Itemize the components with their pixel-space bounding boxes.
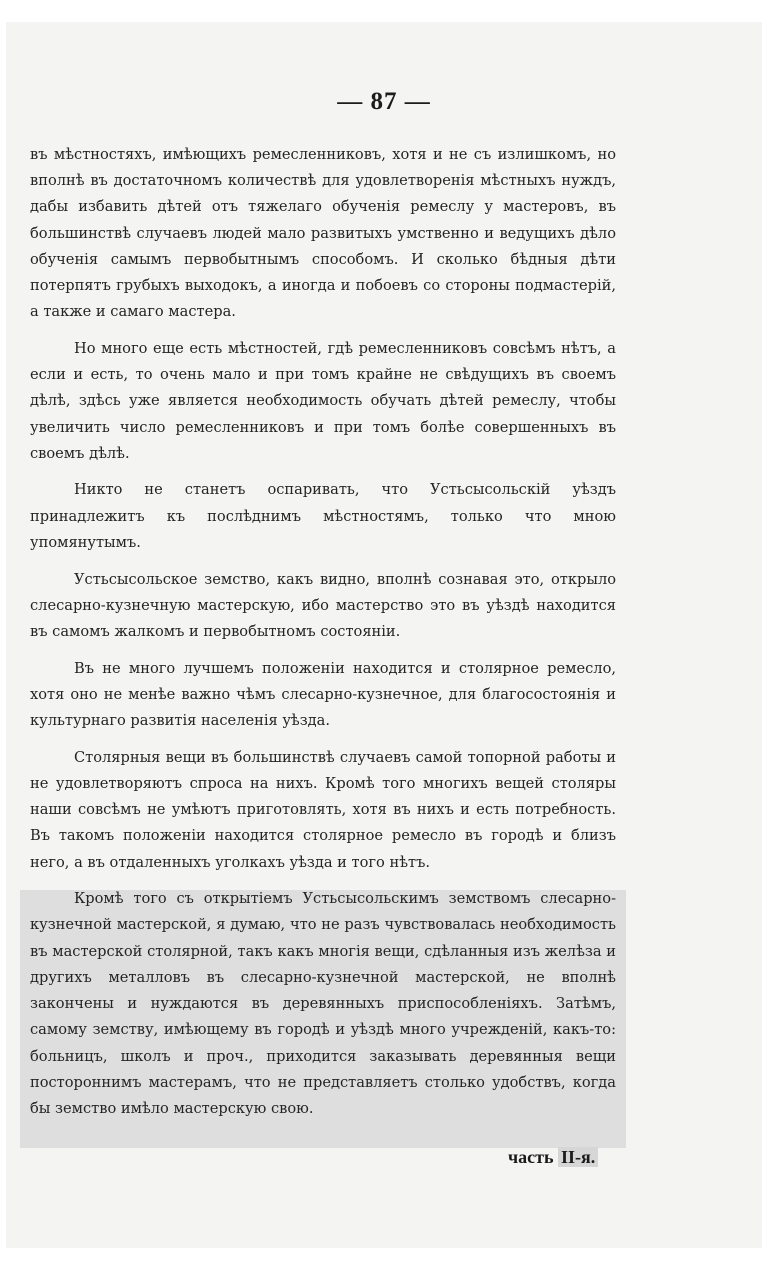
body-text bbox=[30, 142, 616, 1133]
paragraph-2: Но много еще есть мѣстностей, гдѣ ремесленниковъ совсѣмъ нѣтъ, а если и есть, то очень мало и при томъ крайне не свѣдущихъ въ своемъ дѣлѣ, здѣсь уже является необходимость обучать дѣтей ремеслу, чтобы увеличить число ремесленниковъ и при томъ болѣе совершенныхъ въ своемъ дѣлѣ. bbox=[30, 339, 616, 462]
paragraph-5: Въ не много лучшемъ положеніи находится и столярное ремесло, хотя оно не менѣе важно чѣмъ слесарно-кузнечное, для благосостоянія и культурнаго развитія населенія уѣзда. bbox=[30, 659, 616, 730]
signature-mark bbox=[508, 1147, 598, 1168]
paragraph-7: Кромѣ того съ открытіемъ Устьсысольскимъ земствомъ слесарно-кузнечной мастерской, я думаю, что не разъ чувствовалась необходимость въ мастерской столярной, такъ какъ многія вещи, сдѣланныя изъ желѣза и другихъ металловъ въ слесарно-кузнечной мастерской, не вполнѣ закончены и нуждаются въ деревянныхъ приспособленіяхъ. Затѣмъ, самому земству, имѣющему въ городѣ и уѣздѣ много учрежденій, какъ-то: больницъ, школъ и проч., приходится заказывать деревянныя вещи постороннимъ мастерамъ, что не представляетъ столько удобствъ, когда бы земство имѣло мастерскую свою. bbox=[30, 890, 616, 1117]
paragraph-3: Никто не станетъ оспаривать, что Устьсысольскій уѣздъ принадлежитъ къ послѣднимъ мѣстностямъ, только что мною упомянутымъ. bbox=[30, 481, 616, 551]
signature-number: II-я. bbox=[558, 1147, 598, 1167]
paragraph-4: Устьсысольское земство, какъ видно, вполнѣ сознавая это, открыло слесарно-кузнечную мастерскую, ибо мастерство это въ уѣздѣ находится въ самомъ жалкомъ и первобытномъ состояніи. bbox=[30, 570, 616, 640]
page-number: — 87 — bbox=[337, 88, 431, 115]
signature-word: часть bbox=[508, 1147, 554, 1167]
paragraph-6: Столярныя вещи въ большинствѣ случаевъ самой топорной работы и не удовлетворяютъ спроса на нихъ. Кромѣ того многихъ вещей столяры наши совсѣмъ не умѣютъ приготовлять, хотя въ нихъ и есть потребность. Въ такомъ положеніи находится столярное ремесло въ городѣ и близъ него, а въ отдаленныхъ уголкахъ уѣзда и того нѣтъ. bbox=[30, 748, 616, 871]
paragraph-1: въ мѣстностяхъ, имѣющихъ ремесленниковъ, хотя и не съ излишкомъ, но вполнѣ въ достаточномъ количествѣ для удовлетворенія мѣстныхъ нуждъ, дабы избавить дѣтей отъ тяжелаго обученія ремеслу у мастеровъ, въ большинствѣ случаевъ людей мало развитыхъ умственно и ведущихъ дѣло обученія самымъ первобытнымъ способомъ. И сколько бѣдныя дѣти потерпятъ грубыхъ выходокъ, а иногда и побоевъ со стороны подмастерій, а также и самаго мастера. bbox=[30, 146, 616, 321]
